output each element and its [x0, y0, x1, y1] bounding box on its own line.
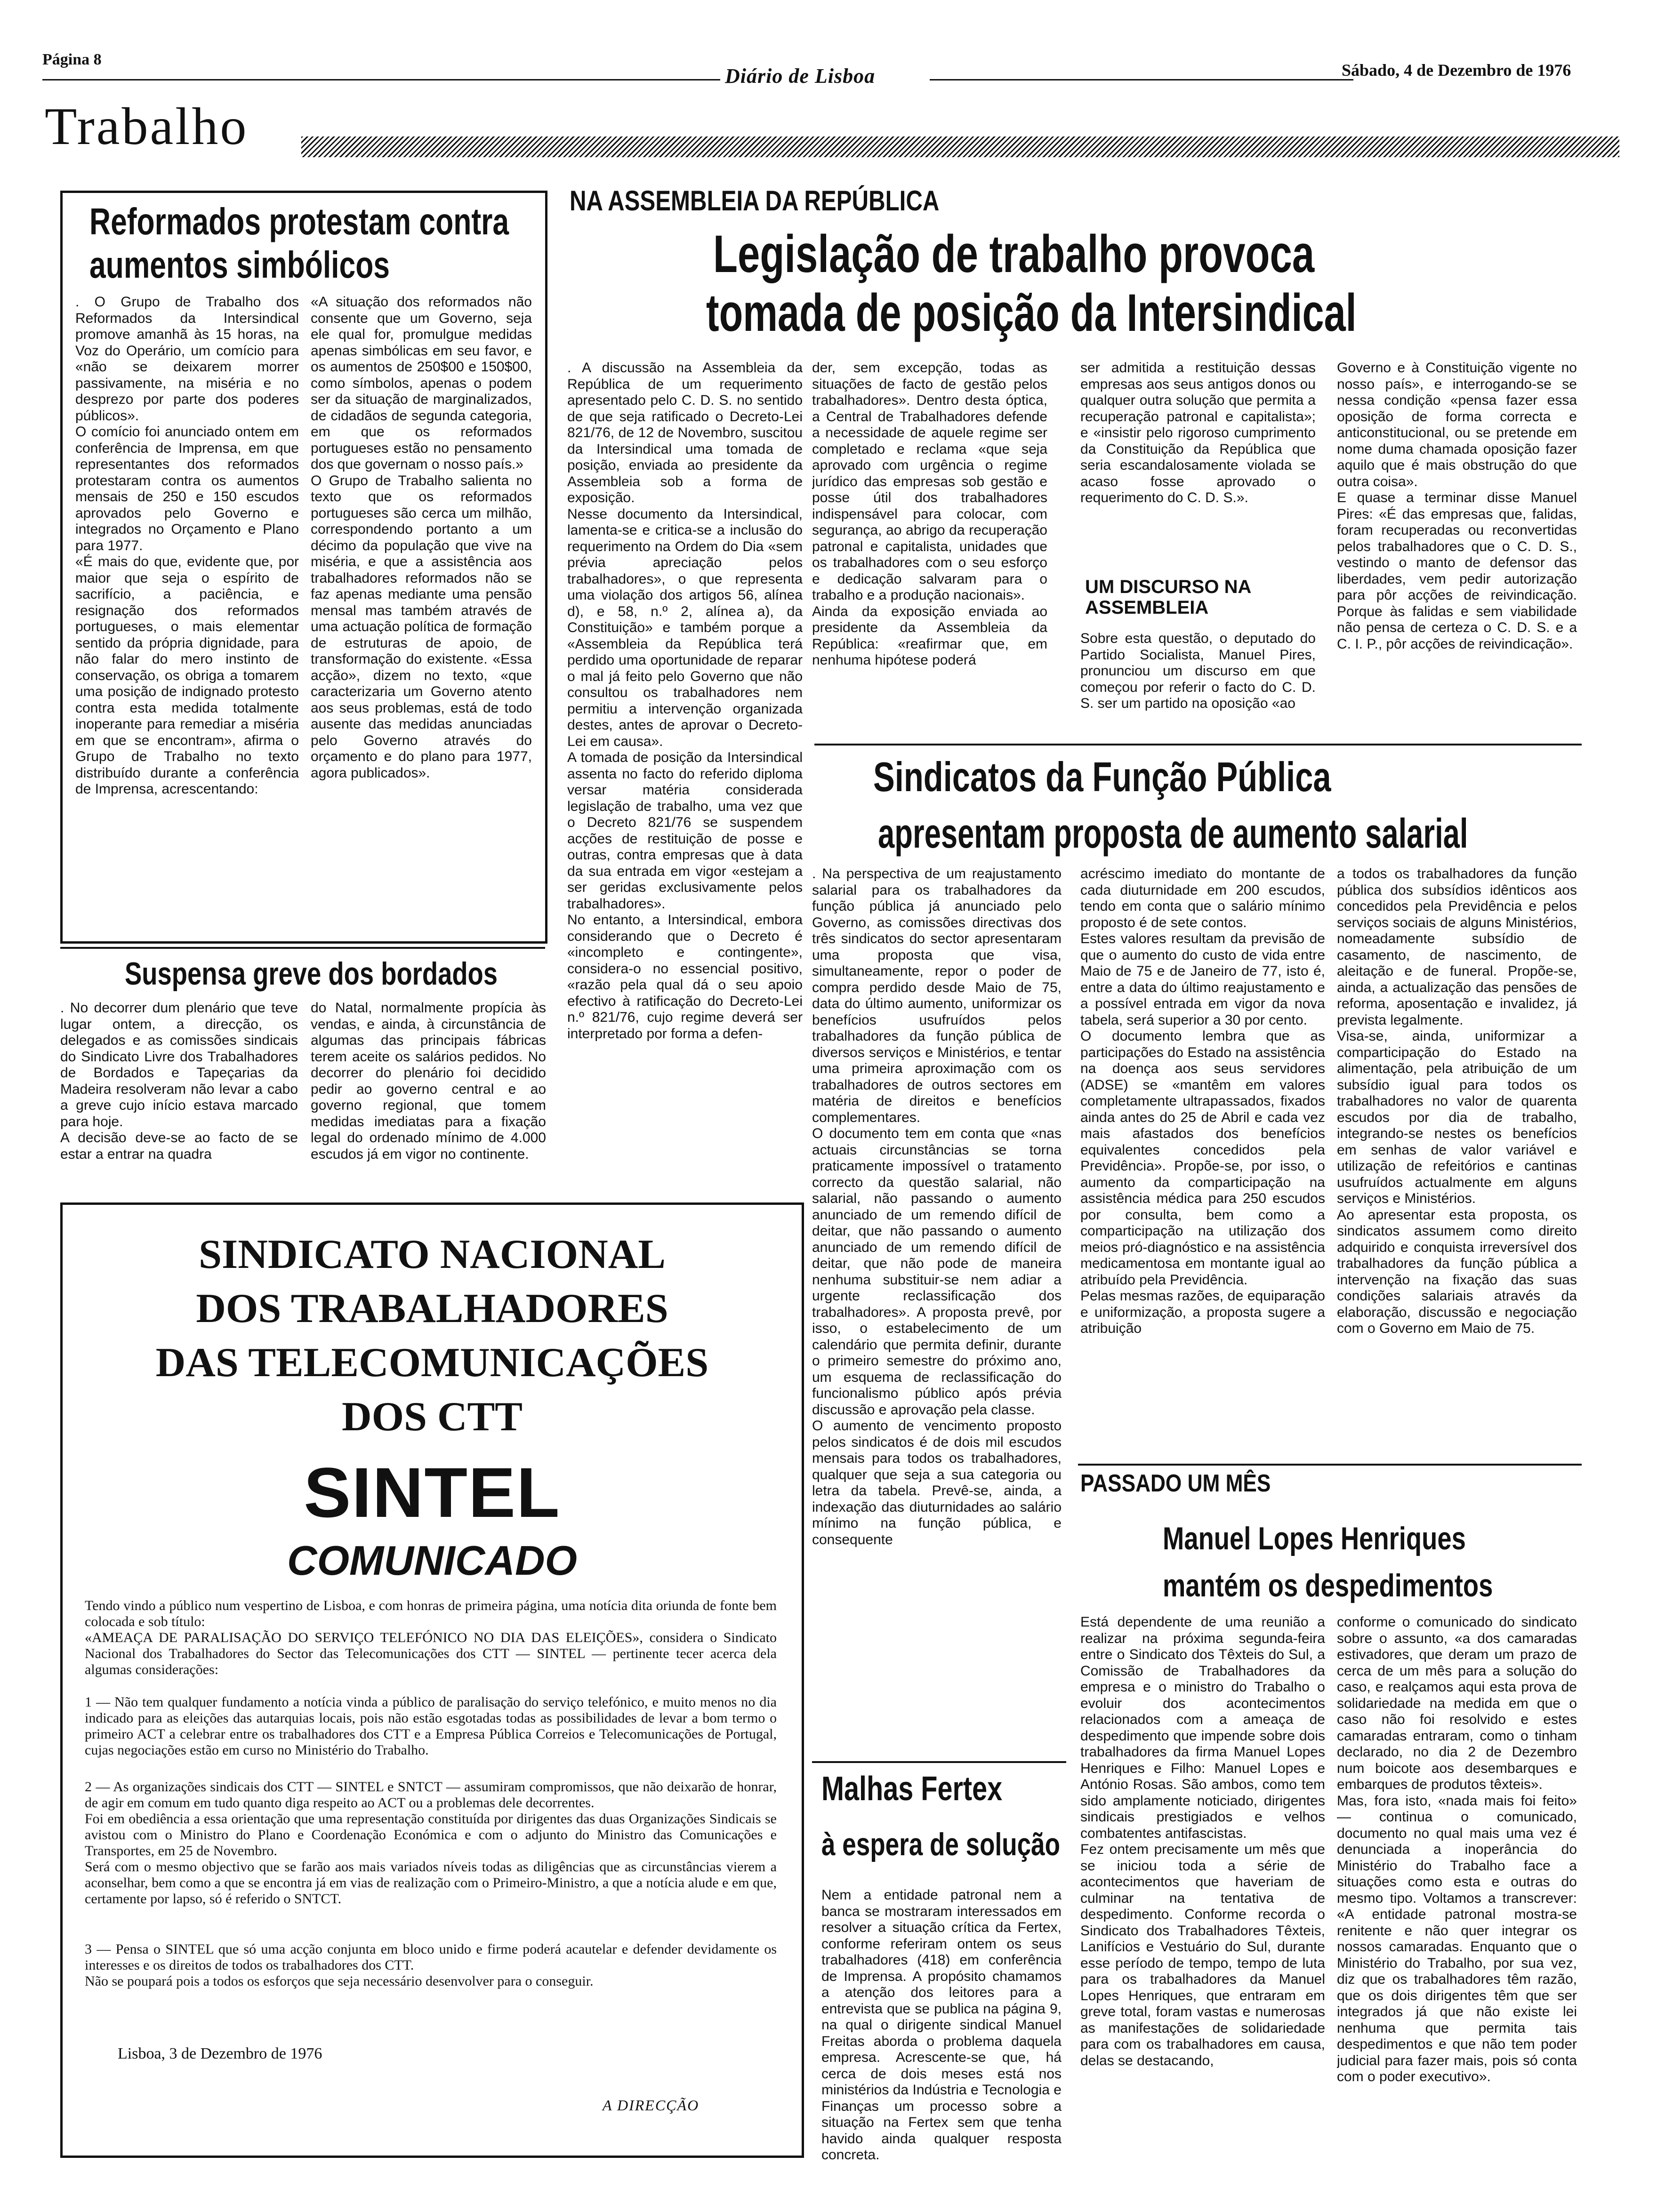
sintel-item-3: 3 — Pensa o SINTEL que só uma acção conjunta em bloco unido e firme poderá acautelar e defender devidamente os interesses e os direitos de todos os trabalhadores dos CTT. Não se poupará pois a todos os esforços que seja necessário desenvolver para o conseguir. — [85, 1941, 777, 1989]
passado-col-1: Está dependente de uma reunião a realizar na próxima segunda-feira entre o Sindicato dos Têxteis do Sul, a Comissão de Trabalhadores da empresa e o ministro do Trabalho o evoluir dos acontecimentos relacionados com a ameaça de despedimento que impende sobre dois trabalhadores da firma Manuel Lopes Henriques e Filho: Manuel Lopes e António Rosas. São ambos, como tem sido amplamente noticiado, dirigentes sindicais prestigiados e velhos combatentes antifascistas. Fez ontem precisamente um mês que se iniciou toda a série de acontecimentos que haveriam de culminar na tentativa de despedimento. Conforme recorda o Sindicato dos Trabalhadores Têxteis, Lanifícios e Vestuário do Sul, durante esse período de tempo, tempo de luta para os trabalhadores da Manuel Lopes Henriques, que entraram em greve total, foram vastas e numerosas as manifestações de solidariedade para com os trabalhadores em causa, delas se destacando, — [1080, 1614, 1325, 2068]
reformados-headline: Reformados protestam contra aumentos simbólicos — [89, 200, 509, 286]
rule-above-fertex — [812, 1761, 1066, 1763]
sintel-item-2: 2 — As organizações sindicais dos CTT — SINTEL e SNTCT — assumiram compromissos, que não deixarão de honrar, de agir em comum em tudo quanto diga respeito ao ACT ou a problemas dele decorrentes. Foi em obediência a essa orientação que uma representação constituída por dirigentes das duas Organizações Sindicais se avistou com o Ministro do Plano e Coordenação Económica e com o adjunto do Ministro das Comunicações e Transportes, em 25 de Novembro. Será com o mesmo objectivo que se farão aos mais variados níveis todas as diligências que as circunstâncias vierem a aconselhar, bem como a que se encontra já em vias de realização com o Primeiro-Ministro, a que a notícia alude e em que, certamente por lapso, só é referido o SNTCT. — [85, 1779, 777, 1907]
intersindical-col-4: Governo e à Constituição vigente no nosso país», e interrogando-se se nessa condição «pensa fazer essa oposição de forma correcta e anticonstitucional, ou se pretende em nome duma chamada oposição fazer aquilo que é mais obstrução do que outra coisa». E quase a terminar disse Manuel Pires: «É das empresas que, falidas, foram recuperadas ou reconvertidas pelos trabalhadores que o C. D. S., vestindo o manto de defensor das liberdades, vem pedir autorização para pôr acções de reivindicação. Porque às falidas e sem viabilidade não pensa de certeza o C. D. S. e a C. I. P., pôr acções de reivindicação». — [1337, 360, 1577, 652]
intersindical-subhead: UM DISCURSO NA ASSEMBLEIA — [1085, 577, 1251, 618]
sintel-item-1: 1 — Não tem qualquer fundamento a notícia vinda a público de paralisação do serviço telefónico, e muito menos no dia indicado para as eleições das autarquias locais, pois não estão esgotadas todas as possibilidades de levar a bom termo o primeiro ACT a celebrar entre os trabalhadores dos CTT e a Empresa Pública Correios e Telecomunicações de Portugal, cujas negociações estão em curso no Ministério do Trabalho. — [85, 1694, 777, 1758]
funcao-col-3: a todos os trabalhadores da função pública dos subsídios idênticos aos concedidos pela Previdência e pelos serviços sociais de alguns Ministérios, nomeadamente subsídio de casamento, de nascimento, de aleitação e de funeral. Propõe-se, ainda, a actualização das pensões de reforma, aposentação e invalidez, já prevista legalmente. Visa-se, ainda, uniformizar a comparticipação do Estado na alimentação, pela atribuição de um subsídio igual para todos os trabalhadores no valor de quarenta escudos por dia de trabalho, integrando-se nestes os benefícios em senhas de valor variável e utilização de refeitórios e cantinas usufruídos actualmente em alguns serviços e Ministérios. Ao apresentar esta proposta, os sindicatos assumem como direito adquirido e conquista irreversível dos trabalhadores da função pública a intervenção na fixação das suas condições salariais através da elaboração, discussão e negociação com o Governo em Maio de 75. — [1337, 866, 1577, 1336]
passado-headline-1: Manuel Lopes Henriques — [1163, 1521, 1466, 1556]
passado-col-2: conforme o comunicado do sindicato sobre o assunto, «a dos camaradas estivadores, que deram um prazo de cerca de um mês para a solução do caso, e realçamos aqui esta prova de solidariedade na medida em que o caso não foi resolvido e estes camaradas entraram, como o tinham declarado, no dia 2 de Dezembro num boicote aos desembarques e embarques de produtos têxteis». Mas, fora isto, «nada mais foi feito» — continua o comunicado, documento no qual mais uma vez é denunciada a inoperância do Ministério do Trabalho face a situações como esta e outras do mesmo tipo. Voltamos a transcrever: «A entidade patronal mostra-se renitente e não quer integrar os nossos camaradas. Enquanto que o Ministério do Trabalho, por sua vez, diz que os trabalhadores têm razão, que os dois dirigentes têm que ser integrados já que não existe lei nenhuma que permita tais despedimentos e que não tem poder judicial para fazer mais, pois só conta com o poder executivo». — [1337, 1614, 1577, 2084]
intersindical-col-3a: ser admitida a restituição dessas empresas aos seus antigos donos ou qualquer outra solução que permita a recuperação patronal e capitalista»; e «insistir pelo rigoroso cumprimento da Constituição da República que seria escandalosamente violada se acaso fosse aprovado o requerimento do C. D. S.». — [1080, 360, 1316, 505]
section-title: Trabalho — [45, 97, 249, 156]
intersindical-headline-2: tomada de posição da Intersindical — [706, 283, 1357, 342]
funcao-headline-2: apresentam proposta de aumento salarial — [878, 810, 1468, 857]
reformados-col-2: «A situação dos reformados não consente que um Governo, seja ele qual for, promulgue medidas apenas simbólicas em seu favor, e os aumentos de 250$00 e 150$00, como símbolos, apenas o podem ser da situação de marginalizados, de cidadãos de segunda categoria, em que os reformados portugueses estão no pensamento dos que governam o nosso país.» O Grupo de Trabalho salienta no texto que os reformados portugueses são cerca um milhão, correspondendo portanto a um décimo da população que vive na miséria, e que a assistência aos trabalhadores reformados não se faz apenas mediante uma pensão mensal mas também através de uma actuação política de formação de estruturas de apoio, de transformação do existente. «Essa acção», dizem no texto, «que caracterizaria um Governo atento aos seus problemas, está de todo ausente das medidas anunciadas pelo Governo através do orçamento e do plano para 1977, agora publicados». — [311, 294, 532, 781]
sintel-line-3: DAS TELECOMUNICAÇÕES — [155, 1340, 709, 1386]
intersindical-col-2: der, sem excepção, todas as situações de facto de gestão pelos trabalhadores». Dentro desta óptica, a Central de Trabalhadores defende a necessidade de aquele regime ser completado e reclama «que seja aprovado com urgência o regime jurídico das empresas sob gestão e posse útil dos trabalhadores indispensável para colocar, com segurança, ao abrigo da recuperação patronal e capitalista, unidades que os trabalhadores com o seu esforço e dedicação salvaram para o trabalho e a produção nacionais». Ainda da exposição enviada ao presidente da Assembleia da República: «reafirmar que, em nenhuma hipótese poderá — [812, 360, 1047, 668]
funcao-col-2: acréscimo imediato do montante de cada diuturnidade em 200 escudos, tendo em conta que o salário mínimo proposto é de sete contos. Estes valores resultam da previsão de que o aumento do custo de vida entre Maio de 75 e de Janeiro de 77, isto é, entre a data do último reajustamento e a possível entrada em vigor da nova tabela, será superior a 30 por cento. O documento lembra que as participações do Estado na assistência na doença aos seus servidores (ADSE) se «mantêm em valores completamente ultrapassados, fixados ainda antes do 25 de Abril e cada vez mais afastados dos benefícios equivalentes concedidos pela Previdência». Propõe-se, por isso, o aumento da comparticipação na assistência médica para 250 escudos por consulta, bem como a comparticipação na utilização dos meios pró-diagnóstico e na assistência medicamentosa em montante igual ao atribuído pela Previdência. Pelas mesmas razões, de equiparação e uniformização, a proposta sugere a atribuição — [1080, 866, 1325, 1336]
intersindical-col-3b: Sobre esta questão, o deputado do Partido Socialista, Manuel Pires, pronunciou um discurso em que começou por referir o facto do C. D. S. ser um partido na oposição «ao — [1080, 631, 1316, 711]
rule-above-bordados — [60, 947, 545, 949]
header-rule-right — [930, 79, 1353, 80]
intersindical-col-1: . A discussão na Assembleia da República de um requerimento apresentado pelo C. D. S. no sentido de que seja ratificado o Decreto-Lei 821/76, de 12 de Novembro, suscitou da Intersindical uma tomada de posição, enviada ao presidente da Assembleia sob a forma de exposição. Nesse documento da Intersindical, lamenta-se e critica-se a inclusão do requerimento na Ordem do Dia «sem prévia apreciação pelos trabalhadores», o que representa uma violação dos artigos 56, alínea d), e 58, n.º 2, alínea a), da Constituição» e também porque a «Assembleia da República terá perdido uma oportunidade de reparar o mal já feito pelo Governo que não consultou os trabalhadores nem permitiu a intervenção organizada destes, antes de aprovar o Decreto-Lei em causa». A tomada de posição da Intersindical assenta no facto do referido diploma versar matéria considerada legislação de trabalho, uma vez que o Decreto 821/76 se suspendem acções de restituição de posse e outras, contra empresas que à data da sua entrada em vigor «estejam a ser geridas exclusivamente pelos trabalhadores». No entanto, a Intersindical, embora considerando que o Decreto é «incompleto e contingente», considera-o no essencial positivo, «razão pela qual dá o seu apoio efectivo à ratificação do Decreto-Lei n.º 821/76, cujo regime deverá ser interpretado por forma a defen- — [567, 360, 803, 1042]
passado-headline-2: mantém os despedimentos — [1163, 1568, 1493, 1603]
section-hatch-bar — [301, 136, 1619, 157]
funcao-col-1: . Na perspectiva de um reajustamento salarial para os trabalhadores da função pública já anunciado pelo Governo, as comissões directivas dos três sindicatos do sector apresentaram uma proposta que visa, simultaneamente, repor o poder de compra perdido desde Maio de 75, data do último aumento, uniformizar os benefícios usufruídos pelos trabalhadores da função pública de diversos serviços e Ministérios, e tentar uma primeira aproximação com os trabalhadores de outros sectores em matéria de direitos e benefícios complementares. O documento tem em conta que «nas actuais circunstâncias se torna praticamente impossível o tratamento correcto da questão salarial, não salarial, não passando o aumento anunciado de um remendo difícil de deitar, que não passando o aumento anunciado de um remendo difícil de deitar, que não pode de maneira nenhuma substituir-se nem adiar a urgente reclassificação dos trabalhadores». A proposta prevê, por isso, o estabelecimento de um calendário que permita definir, durante o primeiro semestre do próximo ano, um esquema de reclassificação do funcionalismo público após prévia discussão e aprovação pela classe. O aumento de vencimento proposto pelos sindicatos é de dois mil escudos mensais para todos os trabalhadores, qualquer que seja a sua categoria ou letra da tabela. Prevê-se, ainda, a indexação das diuturnidades ao salário mínimo na função pública, e consequente — [812, 866, 1062, 1547]
reformados-col-1: . O Grupo de Trabalho dos Reformados da Intersindical promove amanhã às 15 horas, na Voz do Operário, um comício para «não se deixarem morrer passivamente, na miséria e no desprezo por parte dos poderes públicos». O comício foi anunciado ontem em conferência de Imprensa, em que representantes dos reformados protestaram contra os aumentos mensais de 250 e 150 escudos aprovados pelo Governo e integrados no Orçamento e Plano para 1977. «É mais do que, evidente que, por maior que seja o espírito de sacrifício, a paciência, e resignação dos reformados portugueses, o mais elementar sentido da própria dignidade, para não falar do mero instinto de conservação, os obriga a tomarem uma posição de indignado protesto contra esta medida totalmente inoperante para remediar a miséria em que se encontram», afirma o Grupo de Trabalho no texto distribuído durante a conferência de Imprensa, acrescentando: — [75, 294, 299, 797]
masthead: Diário de Lisboa — [725, 64, 876, 88]
rule-below-intersindical — [814, 744, 1582, 745]
sintel-intro: Tendo vindo a público num vespertino de Lisboa, e com honras de primeira página, uma notícia dita oriunda de fonte bem colocada e sob título: «AMEAÇA DE PARALISAÇÃO DO SERVIÇO TELEFÓNICO NO DIA DAS ELEIÇÕES», considera o Sindicato Nacional dos Trabalhadores do Sector das Telecomunicações dos CTT — SINTEL — pertinente tecer acerca dela algumas considerações: — [85, 1598, 777, 1677]
intersindical-headline-1: Legislação de trabalho provoca — [713, 224, 1315, 283]
sintel-signature: A DIRECÇÃO — [603, 2097, 700, 2114]
sintel-acronym: SINTEL — [304, 1453, 561, 1532]
bordados-headline: Suspensa greve dos bordados — [125, 956, 498, 992]
intersindical-kicker: NA ASSEMBLEIA DA REPÚBLICA — [570, 185, 940, 216]
page-number: Página 8 — [42, 51, 102, 68]
passado-kicker: PASSADO UM MÊS — [1080, 1470, 1271, 1497]
rule-above-passado — [1078, 1464, 1582, 1466]
sintel-line-1: SINDICATO NACIONAL — [199, 1232, 666, 1277]
sintel-line-2: DOS TRABALHADORES — [196, 1286, 668, 1331]
bordados-col-2: do Natal, normalmente propícia às vendas, e ainda, à circunstância de algumas das principais fábricas terem aceite os salários pedidos. No decorrer do plenário foi decidido pedir ao governo central e ao governo regional, que tomem medidas imediatas para a fixação legal do ordenado mínimo de 4.000 escudos já em vigor no continente. — [311, 1000, 546, 1162]
sintel-place-date: Lisboa, 3 de Dezembro de 1976 — [118, 2045, 322, 2062]
sintel-comunicado: COMUNICADO — [287, 1537, 577, 1584]
fertex-headline-1: Malhas Fertex — [821, 1770, 1003, 1808]
fertex-body: Nem a entidade patronal nem a banca se mostraram interessados em resolver a situação crítica da Fertex, conforme referiram ontem os seus trabalhadores (418) em conferência de Imprensa. A propósito chamamos a atenção dos leitores para a entrevista que se publica na página 9, na qual o dirigente sindical Manuel Freitas aborda o problema daquela empresa. Acrescente-se que, há cerca de dois meses está nos ministérios da Indústria e Tecnologia e Finanças um processo sobre a situação na Fertex sem que tenha havido ainda qualquer resposta concreta. — [821, 1887, 1062, 2163]
header-rule-left — [42, 79, 720, 80]
funcao-headline-1: Sindicatos da Função Pública — [873, 753, 1331, 800]
bordados-col-1: . No decorrer dum plenário que teve lugar ontem, a direcção, os delegados e as comissões sindicais do Sindicato Livre dos Trabalhadores de Bordados e Tapeçarias da Madeira resolveram não levar a cabo a greve cujo início estava marcado para hoje. A decisão deve-se ao facto de se estar a entrar na quadra — [60, 1000, 298, 1162]
sintel-line-4: DOS CTT — [342, 1394, 523, 1440]
issue-date: Sábado, 4 de Dezembro de 1976 — [1342, 61, 1571, 80]
fertex-headline-2: à espera de solução — [821, 1827, 1061, 1862]
